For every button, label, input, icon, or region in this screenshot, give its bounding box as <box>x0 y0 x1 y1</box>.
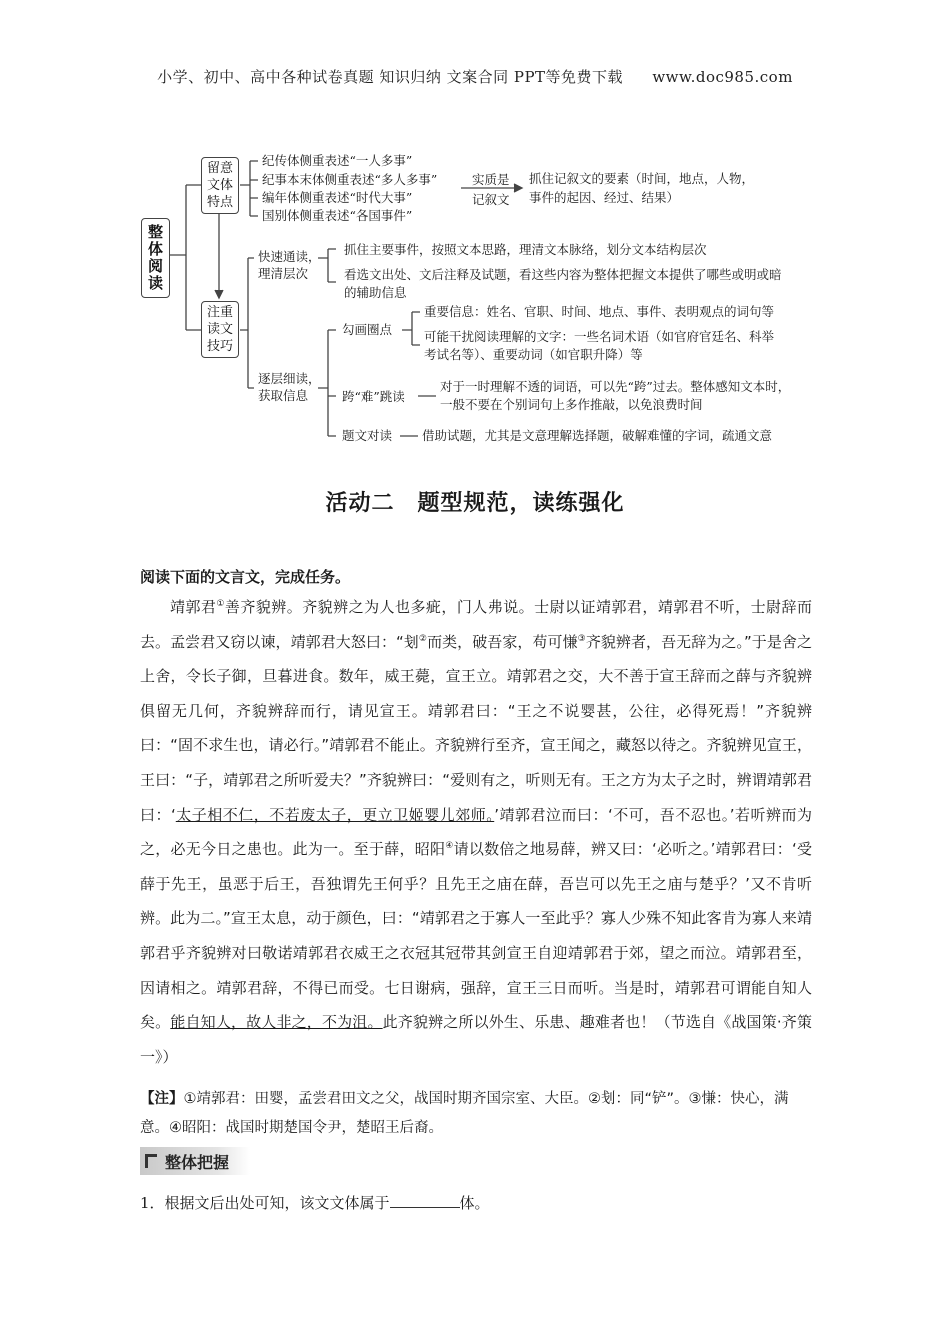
passage-text: 善齐貌辨。齐貌辨之为人也多疵，门人弗说。士尉以证靖郭君，靖郭君不听，士尉辞而去。孟尝君又窃以谏，靖郭君大怒曰：“刬 <box>140 598 812 651</box>
compare-label: 题文对读 <box>342 428 393 443</box>
reading-instruction: 阅读下面的文言文，完成任务。 <box>140 568 351 586</box>
footnote-ref: ④ <box>445 841 454 852</box>
essence-label-top: 实质是 <box>472 172 510 187</box>
circle-item-1: 重要信息：姓名、官职、时间、地点、事件、表明观点的词句等 <box>424 304 775 319</box>
fast-item-2-line2: 的辅助信息 <box>344 285 407 300</box>
skip-item-line1: 对于一时理解不透的词语，可以先“跨”过去。整体感知文本时， <box>440 379 791 394</box>
notes-label: 【注】 <box>140 1091 184 1107</box>
fast-label-1: 快速通读， <box>258 249 321 264</box>
genre-item: 纪事本末体侧重表述“多人多事” <box>262 172 438 187</box>
mindmap-branch-a <box>201 157 239 214</box>
fast-item-1: 抓住主要事件，按照文本思路，理清文本脉络，划分文本结构层次 <box>344 242 707 257</box>
passage-text: 靖郭君 <box>170 598 217 616</box>
skip-label: 跨“难”跳读 <box>342 389 405 404</box>
header-text: 小学、初中、高中各种试卷真题 知识归纳 文案合同 PPT等免费下载 <box>157 68 624 86</box>
section-tag-label: 整体把握 <box>165 1152 230 1172</box>
fast-label-2: 理清层次 <box>258 266 309 281</box>
mindmap-root-label: 整体阅读 <box>148 223 164 292</box>
question-text: 1．根据文后出处可知，该文文体属于 <box>140 1194 390 1212</box>
essence-result-1: 抓住记叙文的要素（时间，地点，人物， <box>529 171 755 186</box>
essence-result-2: 事件的起因、经过、结果） <box>529 190 680 205</box>
footnote-ref: ③ <box>577 633 586 644</box>
underlined-sentence: 能自知人，故人非之，不为沮。 <box>170 1013 383 1032</box>
passage-text: 而类，破吾家，苟可慊 <box>427 632 578 651</box>
section-tag <box>140 1147 250 1175</box>
question-1 <box>140 1192 490 1213</box>
mindmap-root <box>141 218 170 298</box>
footnote-ref: ① <box>216 599 225 609</box>
passage-text: 齐貌辨者，吾无辞为之。”于是舍之上舍，令长子御，旦暮进食。数年，威王薨，宣王立。靖郭君之交，大不善于宣王辞而之薛与齐貌辨俱留无几何，齐貌辨辞而行，请见宣王。靖郭君曰：“王之不说婴甚，公往，必得死焉！”齐貌辨曰：“固不求生也，请必行。”靖郭君不能止。齐貌辨行至齐，宣王闻之，藏怒以待之。齐貌辨见宣王，王曰：“子，靖郭君之所听爱夫？”齐貌辨曰：“爱则有之，听则无有。王之方为太子之时，辨谓靖郭君曰：‘ <box>140 632 812 824</box>
notes-text: ①靖郭君：田婴，孟尝君田文之父，战国时期齐国宗室、大臣。②刬：同“铲”。③慊：快心，满意。④昭阳：战国时期楚国令尹，楚昭王后裔。 <box>140 1091 789 1136</box>
header-url[interactable]: www.doc985.com <box>652 68 793 86</box>
underlined-sentence: 太子相不仁，不若废太子，更立卫姬婴儿郊师。 <box>175 805 495 824</box>
genre-item: 国别体侧重表述“各国事件” <box>262 208 413 223</box>
compare-item: 借助试题，尤其是文意理解选择题，破解难懂的字词，疏通文意 <box>422 428 773 443</box>
mindmap-branch-b <box>201 301 239 358</box>
detail-label-2: 获取信息 <box>258 388 309 403</box>
passage-text: 此齐貌辨之所以外生、乐患、趣难者也！（节选自《战国策·齐策一》） <box>140 1013 812 1066</box>
branch-a-label: 留意文体特点 <box>206 161 233 210</box>
footnotes <box>140 1085 812 1143</box>
circle-label: 勾画圈点 <box>342 322 393 337</box>
essence-label-bottom: 记叙文 <box>472 192 510 207</box>
bookmark-icon <box>145 1154 157 1168</box>
passage-text: 靖郭君衣威王之衣冠其冠带其剑宣王自迎靖郭君于郊，望之而泣。靖郭君至，因请相之。靖郭君辞，不得已而受。七日谢病，强辞，宣王三日而听。当是时，靖郭君可谓能自知人矣。 <box>140 943 812 1032</box>
skip-item-line2: 一般不要在个别词句上多作推敲，以免浪费时间 <box>440 397 703 412</box>
branch-b-label: 注重读文技巧 <box>206 305 233 354</box>
footnote-ref: ② <box>418 633 428 644</box>
passage-text: 请以数倍之地易薛，辨又曰：‘必听之。’靖郭君曰：‘受薛于先王，虽恶于后王，吾独谓先王何乎？且先王之庙在薛，吾岂可以先王之庙与楚乎？’又不肯听辨。此为二。”宣王太息，动于颜色，曰：“ <box>140 840 812 928</box>
genre-item: 编年体侧重表述“时代大事” <box>262 190 413 205</box>
circle-item-2-line1: 可能干扰阅读理解的文字：一些名词术语（如官府官廷名、科举 <box>424 329 775 344</box>
detail-label-1: 逐层细读， <box>258 371 321 386</box>
circle-item-2-line2: 考试名等）、重要动词（如官职升降）等 <box>424 347 643 362</box>
question-suffix: 体。 <box>459 1194 490 1212</box>
reading-mindmap <box>0 0 950 460</box>
punctuation-exercise: 靖郭君之于寡人一至此乎？寡人少殊不知此客肯为寡人来靖郭君乎齐貌辨对曰敬诺 <box>140 909 812 962</box>
fast-item-2-line1: 看选文出处、文后注释及试题，看这些内容为整体把握文本提供了哪些或明或暗 <box>344 267 782 282</box>
answer-blank[interactable] <box>390 1193 460 1208</box>
genre-item: 纪传体侧重表述“一人多事” <box>262 153 413 168</box>
classical-passage <box>140 590 812 1074</box>
section-title: 活动二 题型规范，读练强化 <box>325 491 625 516</box>
passage-text: ’靖郭君泣而曰：‘不可，吾不忍也。’若听辨而为之，必无今日之患也。此为一。至于薛，昭阳 <box>140 805 812 859</box>
